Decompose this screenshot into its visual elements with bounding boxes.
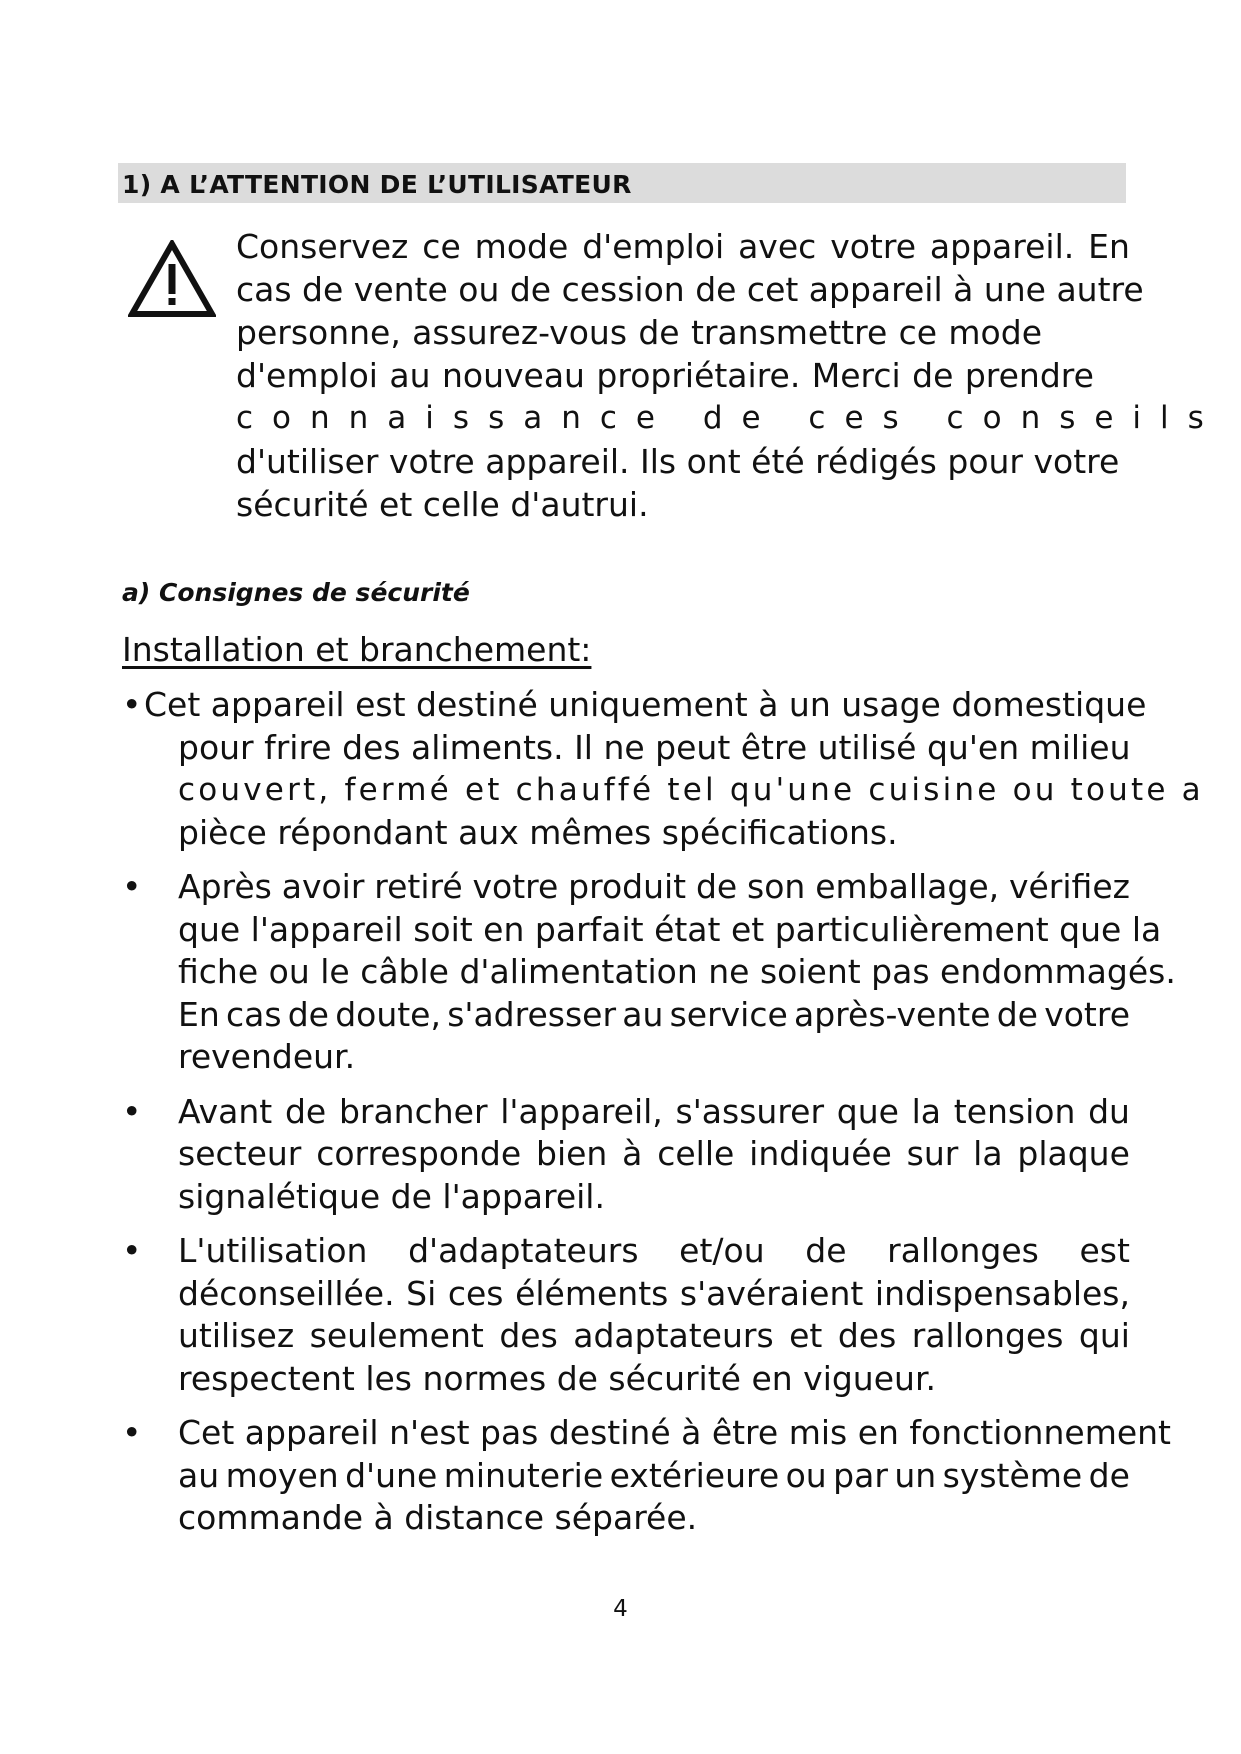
- word: seulement: [309, 1316, 484, 1355]
- word: personne,: [236, 313, 401, 352]
- word: de: [284, 1091, 327, 1131]
- word: sur: [906, 1134, 959, 1173]
- word: la: [911, 1091, 942, 1131]
- word: votre: [1044, 994, 1130, 1034]
- intro-line: connaissance de ces conseils: [236, 400, 1223, 436]
- word: tension: [953, 1091, 1076, 1131]
- list-item-line: [178, 1091, 1130, 1134]
- bullet-marker: •: [122, 1091, 142, 1131]
- word: prendre: [964, 356, 1094, 395]
- warning-triangle-icon: [128, 240, 216, 318]
- word: ce: [898, 313, 938, 352]
- install-heading: Installation et branchement:: [122, 630, 592, 669]
- list-item-line: Cet appareil est destiné uniquement à un usage domestique: [144, 685, 1147, 724]
- word: par: [833, 1455, 888, 1495]
- list-item-line: pièce répondant aux mêmes spécifications.: [178, 812, 898, 852]
- list-item: [118, 1412, 1171, 1540]
- word: vérifiez: [1008, 867, 1130, 906]
- word: secteur: [178, 1134, 302, 1173]
- word: est: [1079, 1231, 1130, 1270]
- word: nouveau: [441, 356, 585, 395]
- word: Avant: [178, 1091, 273, 1131]
- word: moyen: [225, 1455, 339, 1495]
- intro-line: sécurité et celle d'autrui.: [236, 485, 649, 524]
- word: cas: [225, 994, 282, 1034]
- intro-line: [236, 354, 1094, 397]
- list-item-text: [178, 1412, 1171, 1540]
- word: bien: [536, 1134, 608, 1173]
- word: au: [622, 994, 664, 1034]
- bullet-list: [118, 684, 1204, 1552]
- list-item-line: revendeur.: [178, 1037, 356, 1076]
- word: qui: [1078, 1316, 1130, 1355]
- word: un: [894, 1455, 937, 1495]
- word: son: [747, 867, 806, 906]
- word: d'adaptateurs: [408, 1231, 639, 1270]
- word: s'adresser: [447, 994, 617, 1034]
- list-item: [118, 684, 1204, 854]
- list-item-line: pour frire des aliments. Il ne peut être utilisé qu'en milieu: [178, 727, 1131, 767]
- list-item-text: [178, 1230, 1130, 1400]
- word: de: [1088, 1455, 1130, 1495]
- word: corresponde: [316, 1134, 522, 1173]
- word: avec: [738, 227, 817, 266]
- word: Conservez: [236, 227, 409, 266]
- word: déconseillée.: [178, 1273, 395, 1313]
- list-item-line: [178, 1315, 1130, 1358]
- word: retiré: [374, 867, 463, 906]
- list-item-line: [178, 1133, 1130, 1176]
- section-title: 1) A L’ATTENTION DE L’UTILISATEUR: [122, 170, 632, 199]
- word: ces: [447, 1273, 504, 1313]
- list-item-line: signalétique de l'appareil.: [178, 1176, 605, 1216]
- list-item-line: fiche ou le câble d'alimentation ne soient pas endommagés.: [178, 952, 1176, 991]
- list-item-line: Cet appareil n'est pas destiné à être mis en fonctionnement: [178, 1413, 1171, 1452]
- word: appareil.: [929, 227, 1075, 266]
- word: que: [836, 1091, 899, 1131]
- word: au: [389, 356, 431, 395]
- word: propriétaire.: [596, 356, 801, 395]
- word: l'appareil,: [500, 1091, 663, 1131]
- word: En: [178, 994, 220, 1034]
- word: brancher: [338, 1091, 488, 1131]
- word: de: [287, 994, 329, 1034]
- word: service: [669, 994, 788, 1034]
- word: celle: [657, 1134, 735, 1173]
- intro-line: [236, 225, 1130, 268]
- list-item-line: [178, 994, 1130, 1037]
- word: des: [499, 1316, 558, 1355]
- word: adaptateurs: [573, 1316, 774, 1355]
- word: à: [622, 1134, 643, 1173]
- word: du: [1088, 1091, 1130, 1131]
- word: indispensables,: [874, 1273, 1130, 1313]
- word: système: [942, 1455, 1083, 1495]
- list-item-line: [178, 866, 1130, 909]
- list-item-line: commande à distance séparée.: [178, 1498, 698, 1537]
- word: transmettre: [690, 313, 888, 352]
- subsection-title: a) Consignes de sécurité: [122, 578, 470, 607]
- page-number: 4: [613, 1596, 628, 1622]
- intro-line: d'utiliser votre appareil. Ils ont été rédigés pour votre: [236, 442, 1120, 481]
- word: et: [789, 1316, 823, 1355]
- word: minuterie: [443, 1455, 604, 1495]
- list-item-text: [178, 1091, 1130, 1219]
- word: la: [973, 1134, 1003, 1173]
- word: L'utilisation: [178, 1231, 368, 1270]
- word: avoir: [281, 867, 365, 906]
- word: votre: [830, 227, 916, 266]
- word: doute,: [335, 994, 441, 1034]
- word: de: [996, 994, 1038, 1034]
- word: Si: [406, 1273, 437, 1313]
- word: après-vente: [794, 994, 991, 1034]
- list-item-line: respectent les normes de sécurité en vigueur.: [178, 1358, 936, 1398]
- list-item: [118, 866, 1176, 1079]
- bullet-marker: •: [122, 1413, 142, 1452]
- word: au: [178, 1455, 220, 1495]
- word: de: [912, 356, 954, 395]
- word: extérieure: [609, 1455, 780, 1495]
- list-item-line: [178, 1230, 1130, 1273]
- word: d'emploi: [236, 356, 378, 395]
- word: s'assurer: [675, 1091, 825, 1131]
- word: En: [1088, 227, 1130, 266]
- word: s'avéraient: [679, 1273, 864, 1313]
- word: mode: [474, 227, 569, 266]
- word: indiquée: [749, 1134, 892, 1173]
- word: des: [837, 1316, 897, 1355]
- bullet-marker: •: [122, 1231, 142, 1270]
- word: produit: [568, 867, 687, 906]
- intro-line: cas de vente ou de cession de cet appareil à une autre: [236, 270, 1144, 309]
- list-item: [118, 1091, 1128, 1219]
- word: ou: [785, 1455, 827, 1495]
- word: de: [638, 313, 680, 352]
- word: emballage,: [815, 867, 1000, 906]
- word: de: [695, 867, 738, 906]
- word: rallonges: [911, 1316, 1064, 1355]
- intro-line: [236, 311, 1042, 354]
- word: de: [805, 1231, 847, 1270]
- list-item-line: [178, 1273, 1130, 1316]
- word: votre: [472, 867, 559, 906]
- bullet-marker: •: [122, 685, 142, 724]
- list-item-text: [178, 866, 1176, 1079]
- word: plaque: [1017, 1134, 1130, 1173]
- bullet-marker: •: [122, 867, 142, 906]
- word: d'une: [345, 1455, 438, 1495]
- word: éléments: [515, 1273, 669, 1313]
- list-item-line: couvert, fermé et chauffé tel qu'une cuisine ou toute a: [178, 772, 1204, 808]
- word: rallonges: [887, 1231, 1039, 1270]
- intro-paragraph: [236, 225, 1223, 526]
- list-item-line: [178, 1455, 1130, 1498]
- word: utilisez: [178, 1316, 295, 1355]
- word: mode: [948, 313, 1042, 352]
- list-item-line: que l'appareil soit en parfait état et particulièrement que la: [178, 909, 1162, 949]
- word: Après: [178, 867, 272, 906]
- list-item: [118, 1230, 1128, 1400]
- word: Merci: [811, 356, 901, 395]
- list-item-text: [144, 684, 1204, 854]
- word: et/ou: [679, 1231, 765, 1270]
- word: ce: [422, 227, 461, 266]
- word: assurez-vous: [412, 313, 628, 352]
- word: d'emploi: [582, 227, 725, 266]
